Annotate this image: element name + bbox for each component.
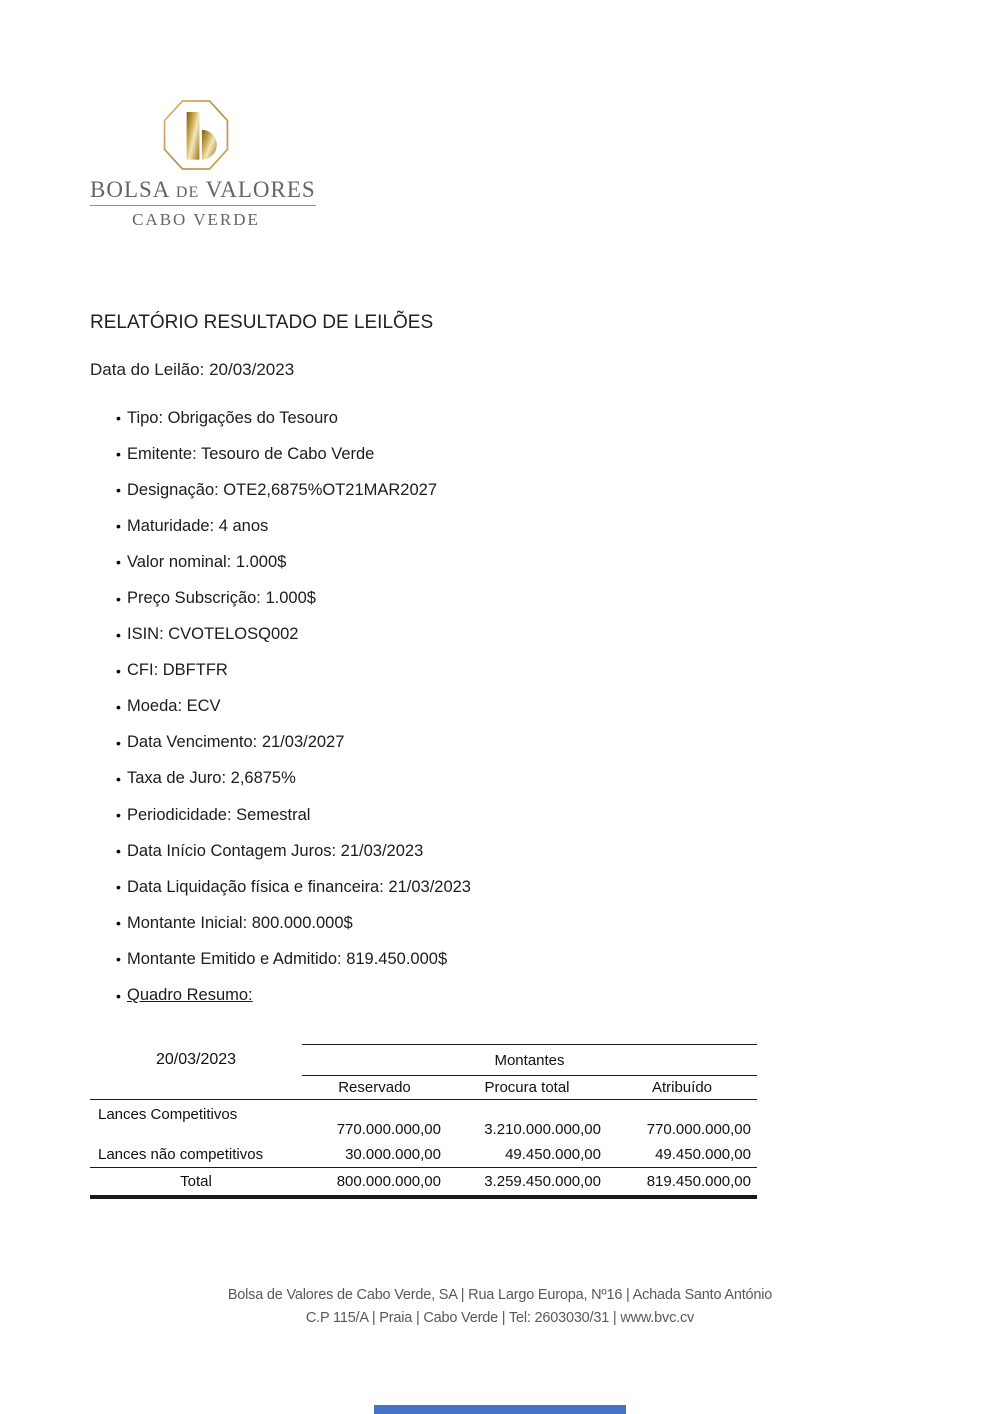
logo-org-subname: CABO VERDE <box>132 210 260 230</box>
list-item <box>90 689 471 725</box>
table-column-header-row <box>90 1076 757 1100</box>
bullet-icon: • <box>116 662 121 679</box>
bullet-icon: • <box>116 734 121 751</box>
list-item <box>90 797 471 833</box>
table-bottom-double-rule <box>90 1195 757 1199</box>
table-total-row <box>90 1168 757 1195</box>
logo-org-name: BOLSA DE VALORES <box>90 178 316 206</box>
bullet-icon: • <box>116 807 121 824</box>
bullet-icon: • <box>116 554 121 571</box>
bullet-text: Preço Subscrição: 1.000$ <box>127 589 316 608</box>
page-footer <box>0 1284 1000 1330</box>
bullet-text: Maturidade: 4 anos <box>127 516 269 535</box>
auction-date-line: Data do Leilão: 20/03/2023 <box>90 360 295 379</box>
cell-value: 819.450.000,00 <box>646 1173 751 1190</box>
bullet-icon: • <box>116 879 121 896</box>
bullet-icon: • <box>116 446 121 463</box>
bullet-icon: • <box>116 482 121 499</box>
list-item <box>90 580 471 616</box>
table-date-header: 20/03/2023 <box>155 1051 237 1068</box>
table-group-header-row <box>90 1044 757 1076</box>
list-item <box>90 941 471 977</box>
list-item <box>90 508 471 544</box>
footer-contact-line: C.P 115/A | Praia | Cabo Verde | Tel: 2603030/31 | www.bvc.cv <box>305 1310 695 1326</box>
bullet-text: Data Vencimento: 21/03/2027 <box>127 733 345 752</box>
table-group-header: Montantes <box>302 1044 757 1076</box>
bullet-icon: • <box>116 770 121 787</box>
bullet-icon: • <box>116 626 121 643</box>
page-title: RELATÓRIO RESULTADO DE LEILÕES <box>90 312 434 333</box>
list-item <box>90 436 471 472</box>
row-label: Lances Competitivos <box>98 1106 238 1123</box>
bullet-icon: • <box>116 987 121 1004</box>
footer-address-line: Bolsa de Valores de Cabo Verde, SA | Rua Largo Europa, Nº16 | Achada Santo António <box>227 1287 773 1303</box>
list-item <box>90 725 471 761</box>
bullet-text: CFI: DBFTFR <box>127 661 228 680</box>
bullet-icon: • <box>116 698 121 715</box>
bullet-text: Data Início Contagem Juros: 21/03/2023 <box>127 841 424 860</box>
bullet-text: Montante Inicial: 800.000.000$ <box>127 913 353 932</box>
bullet-text: ISIN: CVOTELOSQ002 <box>127 625 299 644</box>
bullet-icon: • <box>116 951 121 968</box>
bullet-text: Montante Emitido e Admitido: 819.450.000$ <box>127 949 448 968</box>
cell-value: 770.000.000,00 <box>646 1121 751 1138</box>
list-item <box>90 400 471 436</box>
bvc-logo <box>90 98 316 230</box>
cell-value: 49.450.000,00 <box>505 1146 601 1163</box>
row-label-total: Total <box>180 1173 212 1190</box>
bullet-icon: • <box>116 410 121 427</box>
bullet-icon: • <box>116 590 121 607</box>
bottom-accent-bar <box>374 1405 626 1414</box>
list-item <box>90 905 471 941</box>
bullet-text: Designação: OTE2,6875%OT21MAR2027 <box>127 480 438 499</box>
cell-value: 3.259.450.000,00 <box>484 1173 601 1190</box>
bullet-text: Moeda: ECV <box>127 697 221 716</box>
cell-value: 30.000.000,00 <box>345 1146 441 1163</box>
cell-value: 800.000.000,00 <box>336 1173 441 1190</box>
bullet-text: Taxa de Juro: 2,6875% <box>127 769 296 788</box>
bvc-logo-octagon-b-icon <box>162 98 230 172</box>
list-item <box>90 761 471 797</box>
column-header-procura-total: Procura total <box>484 1079 570 1096</box>
bullet-text: Valor nominal: 1.000$ <box>127 552 287 571</box>
bullet-text-quadro-resumo: Quadro Resumo: <box>127 986 253 1005</box>
cell-value: 49.450.000,00 <box>655 1146 751 1163</box>
table-header-spacer <box>90 1076 302 1099</box>
bullet-text: Tipo: Obrigações do Tesouro <box>127 408 338 427</box>
cell-value: 3.210.000.000,00 <box>484 1121 601 1138</box>
bullet-text: Data Liquidação física e financeira: 21/03/2023 <box>127 877 471 896</box>
list-item <box>90 544 471 580</box>
column-header-atribuido: Atribuído <box>651 1079 713 1096</box>
list-item <box>90 869 471 905</box>
table-row <box>90 1100 757 1142</box>
bullet-icon: • <box>116 843 121 860</box>
bullet-icon: • <box>116 915 121 932</box>
cell-value: 770.000.000,00 <box>336 1121 441 1138</box>
bullet-icon: • <box>116 518 121 535</box>
bullet-text: Periodicidade: Semestral <box>127 805 311 824</box>
list-item <box>90 472 471 508</box>
list-item <box>90 617 471 653</box>
row-label: Lances não competitivos <box>98 1146 264 1163</box>
summary-table <box>90 1044 757 1199</box>
list-item <box>90 653 471 689</box>
table-row <box>90 1142 757 1168</box>
bullet-text: Emitente: Tesouro de Cabo Verde <box>127 444 375 463</box>
column-header-reservado: Reservado <box>338 1079 411 1096</box>
list-item <box>90 833 471 869</box>
list-item <box>90 978 471 1014</box>
auction-details-list <box>90 400 471 1014</box>
